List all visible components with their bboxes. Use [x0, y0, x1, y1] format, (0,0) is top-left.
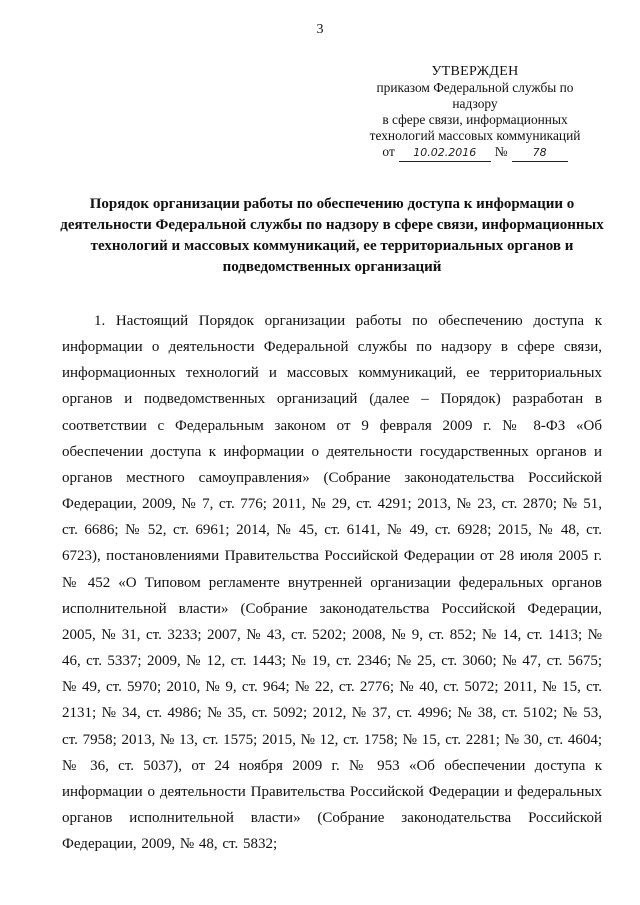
approval-stamp: [355, 64, 595, 162]
handwritten-date: 10.02.2016: [399, 145, 491, 162]
approval-date-number-line: [355, 144, 595, 162]
number-prefix: №: [494, 144, 508, 159]
approval-line-1: приказом Федеральной службы по надзору: [376, 80, 574, 111]
paragraph-1: 1. Настоящий Порядок организации работы по обеспечению доступа к информации о деятельности Федеральной службы по надзору в сфере связи, информационных технологий и массовых коммуникаций, ее территориальных органов и подведомственных организаций (далее – Порядок) разработан в соответствии с Федеральным законом от 9 февраля 2009 г. № 8-ФЗ «Об обеспечении доступа к информации о деятельности государственных органов и органов местного самоуправления» (Собрание законодательства Российской Федерации, 2009, № 7, ст. 776; 2011, № 29, ст. 4291; 2013, № 23, ст. 2870; № 51, ст. 6686; № 52, ст. 6961; 2014, № 45, ст. 6141, № 49, ст. 6928; 2015, № 48, ст. 6723), постановлениями Правительства Российской Федерации от 28 июля 2005 г. № 452 «О Типовом регламенте внутренней организации федеральных органов исполнительной власти» (Собрание законодательства Российской Федерации, 2005, № 31, ст. 3233; 2007, № 43, ст. 5202; 2008, № 9, ст. 852; № 14, ст. 1413; № 46, ст. 5337; 2009, № 12, ст. 1443; № 19, ст. 2346; № 25, ст. 3060; № 47, ст. 5675; № 49, ст. 5970; 2010, № 9, ст. 964; № 22, ст. 2776; № 40, ст. 5072; 2011, № 15, ст. 2131; № 34, ст. 4986; № 35, ст. 5092; 2012, № 37, ст. 4996; № 38, ст. 5102; № 53, ст. 7958; 2013, № 13, ст. 1575; 2015, № 12, ст. 1758; № 15, ст. 2281; № 30, ст. 4604; № 36, ст. 5037), от 24 ноября 2009 г. № 953 «Об обеспечении доступа к информации о деятельности Правительства Российской Федерации и федеральных органов исполнительной власти» (Собрание законодательства Российской Федерации, 2009, № 48, ст. 5832;: [62, 313, 603, 853]
approval-line-3: технологий массовых коммуникаций: [369, 128, 581, 143]
approval-heading: УТВЕРЖДЕН: [431, 64, 519, 79]
page-number: 3: [316, 22, 324, 37]
date-prefix: от: [382, 144, 395, 159]
handwritten-number: 78: [512, 145, 568, 162]
document-title: Порядок организации работы по обеспечению доступа к информации о деятельности Федеральной службы по надзору в сфере связи, информационных технологий и массовых коммуникаций, ее территориальных органов и подведомственных организаций: [60, 196, 604, 275]
approval-line-2: в сфере связи, информационных: [382, 112, 568, 127]
